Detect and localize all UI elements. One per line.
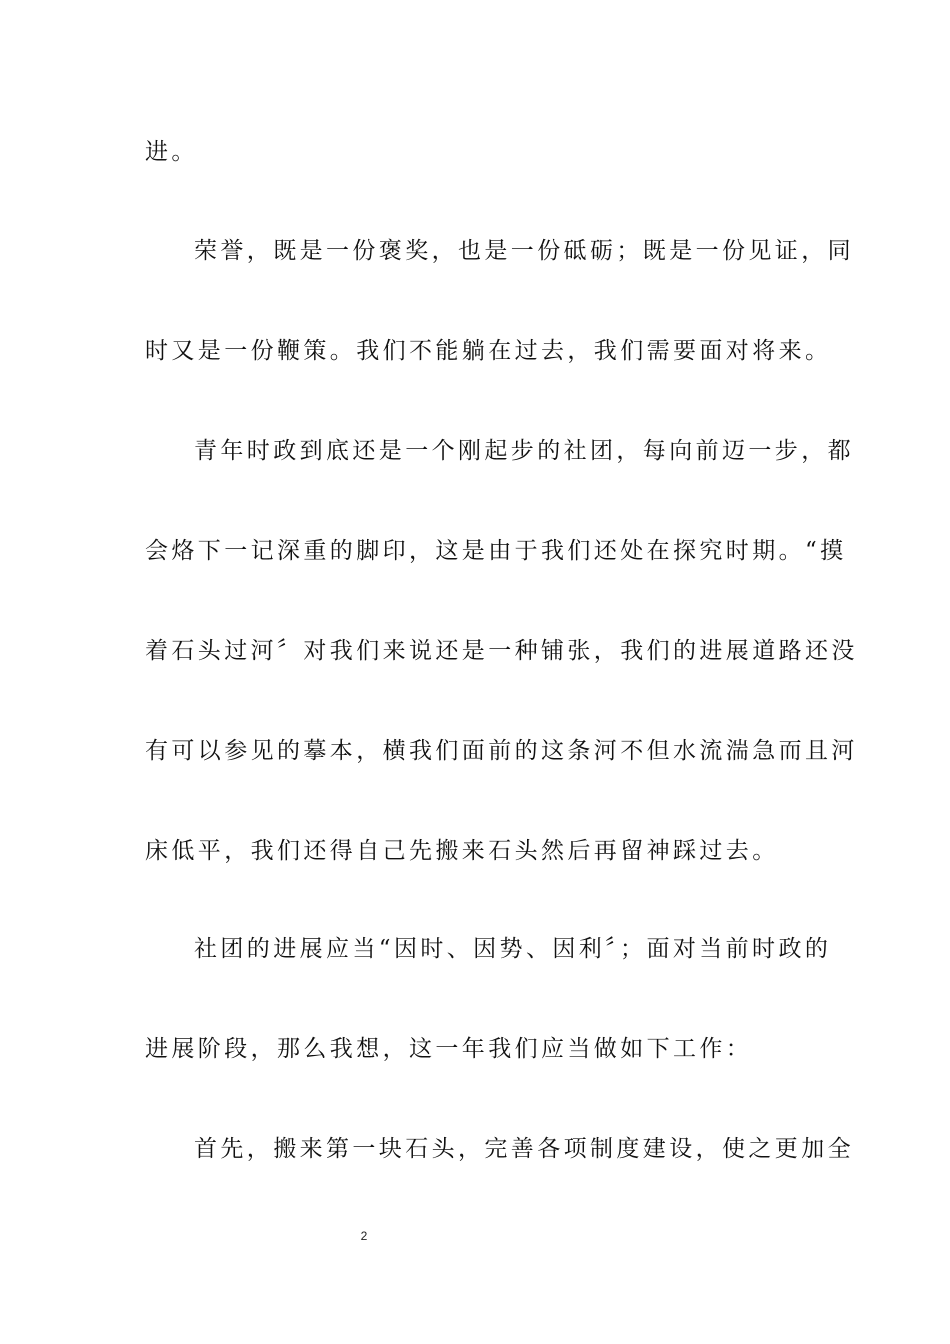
paragraph-start-line: 青年时政到底还是一个刚起步的社团，每向前迈一步，都 <box>194 438 854 464</box>
text-line: 进。 <box>145 139 198 165</box>
page-number: 2 <box>360 1229 368 1243</box>
text-line: 床低平，我们还得自己先搬来石头然后再留神踩过去。 <box>145 838 779 864</box>
paragraph-start-line: 首先，搬来第一块石头，完善各项制度建设，使之更加全 <box>194 1136 854 1162</box>
text-line: 会烙下一记深重的脚印，这是由于我们还处在探究时期。“摸 <box>145 538 847 564</box>
text-line: 有可以参见的摹本，横我们面前的这条河不但水流湍急而且河 <box>145 738 858 764</box>
text-line: 着石头过河〞对我们来说还是一种铺张，我们的进展道路还没 <box>145 638 858 664</box>
text-line: 时又是一份鞭策。我们不能躺在过去，我们需要面对将来。 <box>145 338 832 364</box>
paragraph-start-line: 社团的进展应当“因时、因势、因利〞；面对当前时政的 <box>194 936 832 962</box>
text-line: 进展阶段，那么我想，这一年我们应当做如下工作： <box>145 1036 753 1062</box>
paragraph-start-line: 荣誉，既是一份褒奖，也是一份砥砺；既是一份见证，同 <box>194 238 854 264</box>
